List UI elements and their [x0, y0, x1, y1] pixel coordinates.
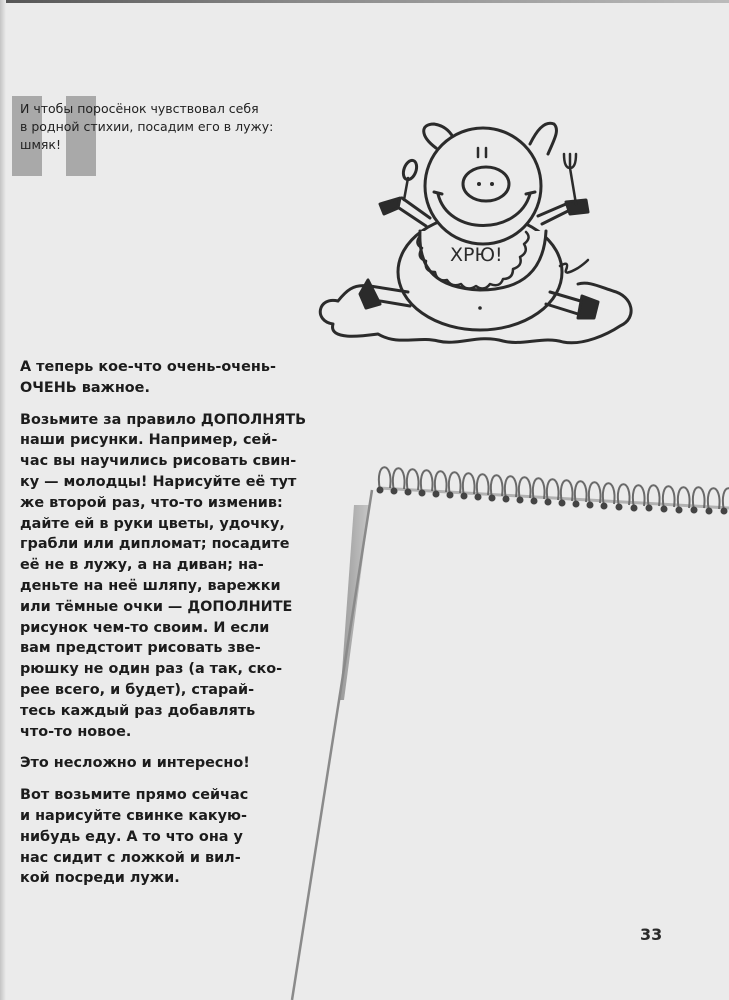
text-line: или тёмные очки — ДОПОЛНИТЕ — [20, 598, 293, 615]
intro-line: И чтобы поросёнок чувствовал себя — [20, 101, 259, 116]
intro-caption — [20, 100, 320, 154]
text-line: ОЧЕНЬ важное. — [20, 379, 150, 396]
text-line: ку — молодцы! Нарисуйте её тут — [20, 473, 297, 490]
text-line: Вот возьмите прямо сейчас — [20, 787, 249, 804]
fork-icon — [564, 154, 576, 204]
paragraph-task — [20, 785, 340, 889]
text-line: деньте на неё шляпу, варежки — [20, 577, 281, 594]
pig-hoof-left — [380, 198, 400, 214]
main-text-block — [20, 357, 340, 900]
page-number: 33 — [640, 925, 663, 944]
spoon-icon — [404, 178, 408, 200]
paragraph-easy — [20, 753, 340, 774]
pig-hoof-foot-right — [578, 296, 598, 318]
intro-line: шмяк! — [20, 137, 61, 152]
text-line: нас сидит с ложкой и вил- — [20, 849, 241, 866]
text-line: рюшку не один раз (а так, ско- — [20, 661, 283, 678]
pig-ear-right — [530, 123, 556, 154]
text-line: кой посреди лужи. — [20, 870, 180, 887]
text-line: наши рисунки. Например, сей- — [20, 432, 278, 449]
page-binding-shadow — [0, 0, 6, 1000]
pig-hoof-right — [566, 200, 588, 214]
text-line: что-то новое. — [20, 723, 132, 740]
text-line: Возьмите за правило ДОПОЛНЯТЬ — [20, 411, 307, 428]
intro-line: в родной стихии, посадим его в лужу: — [20, 119, 274, 134]
pig-illustration — [308, 96, 638, 346]
pig-arm-right — [538, 204, 570, 224]
text-line: её не в лужу, а на диван; на- — [20, 557, 264, 574]
text-line: дайте ей в руки цветы, удочку, — [20, 515, 285, 532]
pig-tail — [560, 260, 588, 273]
text-line: А теперь кое-что очень-очень- — [20, 359, 276, 375]
pig-belly-button — [478, 306, 482, 310]
text-line: же второй раз, что-то изменив: — [20, 494, 283, 511]
spiral-binding — [377, 467, 729, 514]
text-line: Это несложно и интересно! — [20, 755, 250, 772]
paragraph-important — [20, 357, 340, 399]
text-line: час вы научились рисовать свин- — [20, 453, 297, 470]
text-line: рисунок чем-то своим. И если — [20, 619, 270, 636]
text-line: и нарисуйте свинке какую- — [20, 807, 248, 824]
text-line: рее всего, и будет), старай- — [20, 681, 255, 698]
page-top-edge — [0, 0, 729, 3]
text-line: нибудь еду. А то что она у — [20, 828, 243, 845]
paragraph-rule — [20, 410, 340, 743]
text-line: вам предстоит рисовать зве- — [20, 640, 261, 657]
text-line: грабли или дипломат; посадите — [20, 536, 290, 553]
notebook-left-shadow — [340, 505, 370, 700]
text-line: тесь каждый раз добавлять — [20, 702, 256, 719]
bib-text: ХРЮ! — [450, 244, 503, 266]
pig-arm-left — [396, 198, 430, 226]
